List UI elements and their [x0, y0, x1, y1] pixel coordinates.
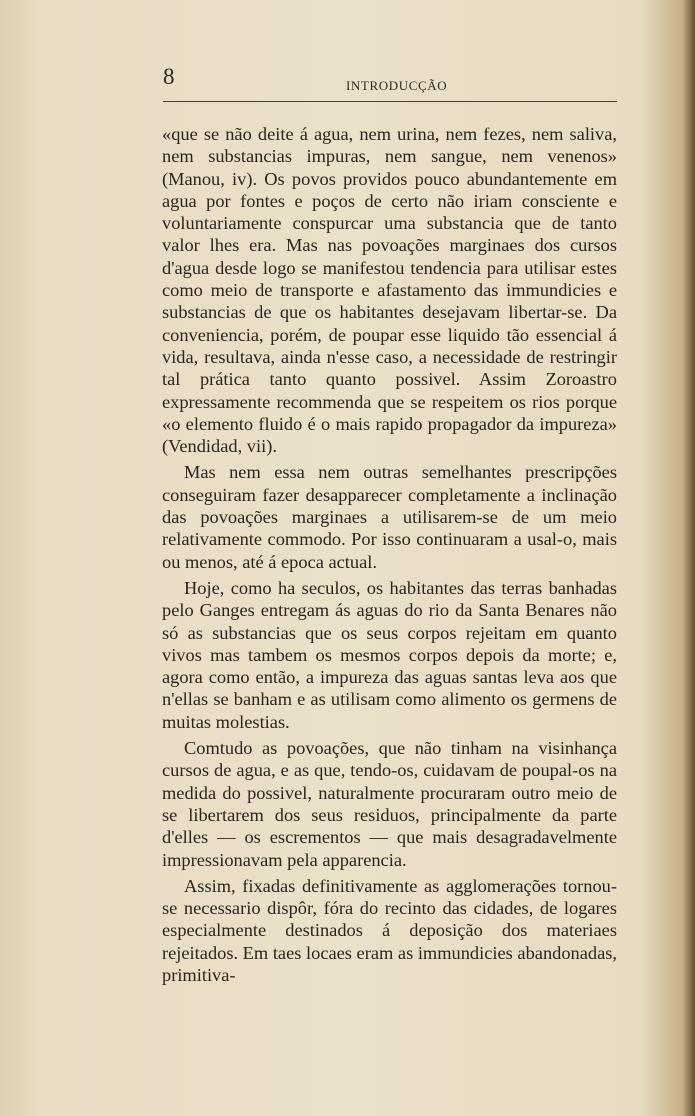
page-number: 8	[163, 64, 175, 89]
paragraph-4: Comtudo as povoações, que não tinham na visinhança cursos de agua, e as que, tendo-os, cuidavam de poupal-os na medida do possivel, naturalmente procuraram outro meio de se libertarem dos seus residuos, principalmente da parte d'elles — os escrementos — que mais desagradavelmente impressionavam pela apparencia.	[162, 738, 617, 870]
page-edge-shadow	[683, 0, 695, 1116]
body-text	[162, 123, 617, 986]
running-title: INTRODUCÇÃO	[346, 78, 448, 93]
paragraph-1: «que se não deite á agua, nem urina, nem fezes, nem saliva, nem substancias impuras, nem sangue, nem venenos» (Manou, iv). Os povos providos pouco abundantemente em agua por fontes e poços de certo não iriam consciente e voluntariamente conspurcar uma substancia que de tanto valor lhes era. Mas nas povoações marginaes dos cursos d'agua desde logo se manifestou tendencia para utilisar estes como meio de transporte e afastamento das immundicies e substancias de que os habitantes desejavam libertar-se. Da conveniencia, porém, de poupar esse liquido tão essencial á vida, resultava, ainda n'esse caso, a necessidade de restringir tal prática tanto quanto possivel. Assim Zoroastro expressamente recommenda que se respeitem os rios porque «o elemento fluido é o mais rapido propagador da impureza» (Vendidad, vii).	[162, 124, 617, 457]
paragraph-5: Assim, fixadas definitivamente as agglomerações tornou-se necessario dispôr, fóra do recinto das cidades, de logares especialmente destinados á deposição dos materiaes rejeitados. Em taes locaes eram as immundicies abandonadas, primitiva-	[162, 875, 618, 985]
header-rule	[163, 101, 617, 102]
paragraph-3: Hoje, como ha seculos, os habitantes das terras banhadas pelo Ganges entregam ás aguas do rio da Santa Benares não só as substancias que os seus corpos rejeitam em quanto vivos mas tambem os mesmos corpos depois da morte; e, agora como então, a impureza das aguas santas leva aos que n'ellas se banham e as utilisam como alimento os germens de muitas molestias.	[162, 577, 617, 732]
paragraph-2: Mas nem essa nem outras semelhantes prescripções conseguiram fazer desapparecer completamente a inclinação das povoações marginaes a utilisarem-se de um meio relativamente commodo. Por isso continuaram a usal-o, mais ou menos, até á epoca actual.	[162, 462, 617, 572]
